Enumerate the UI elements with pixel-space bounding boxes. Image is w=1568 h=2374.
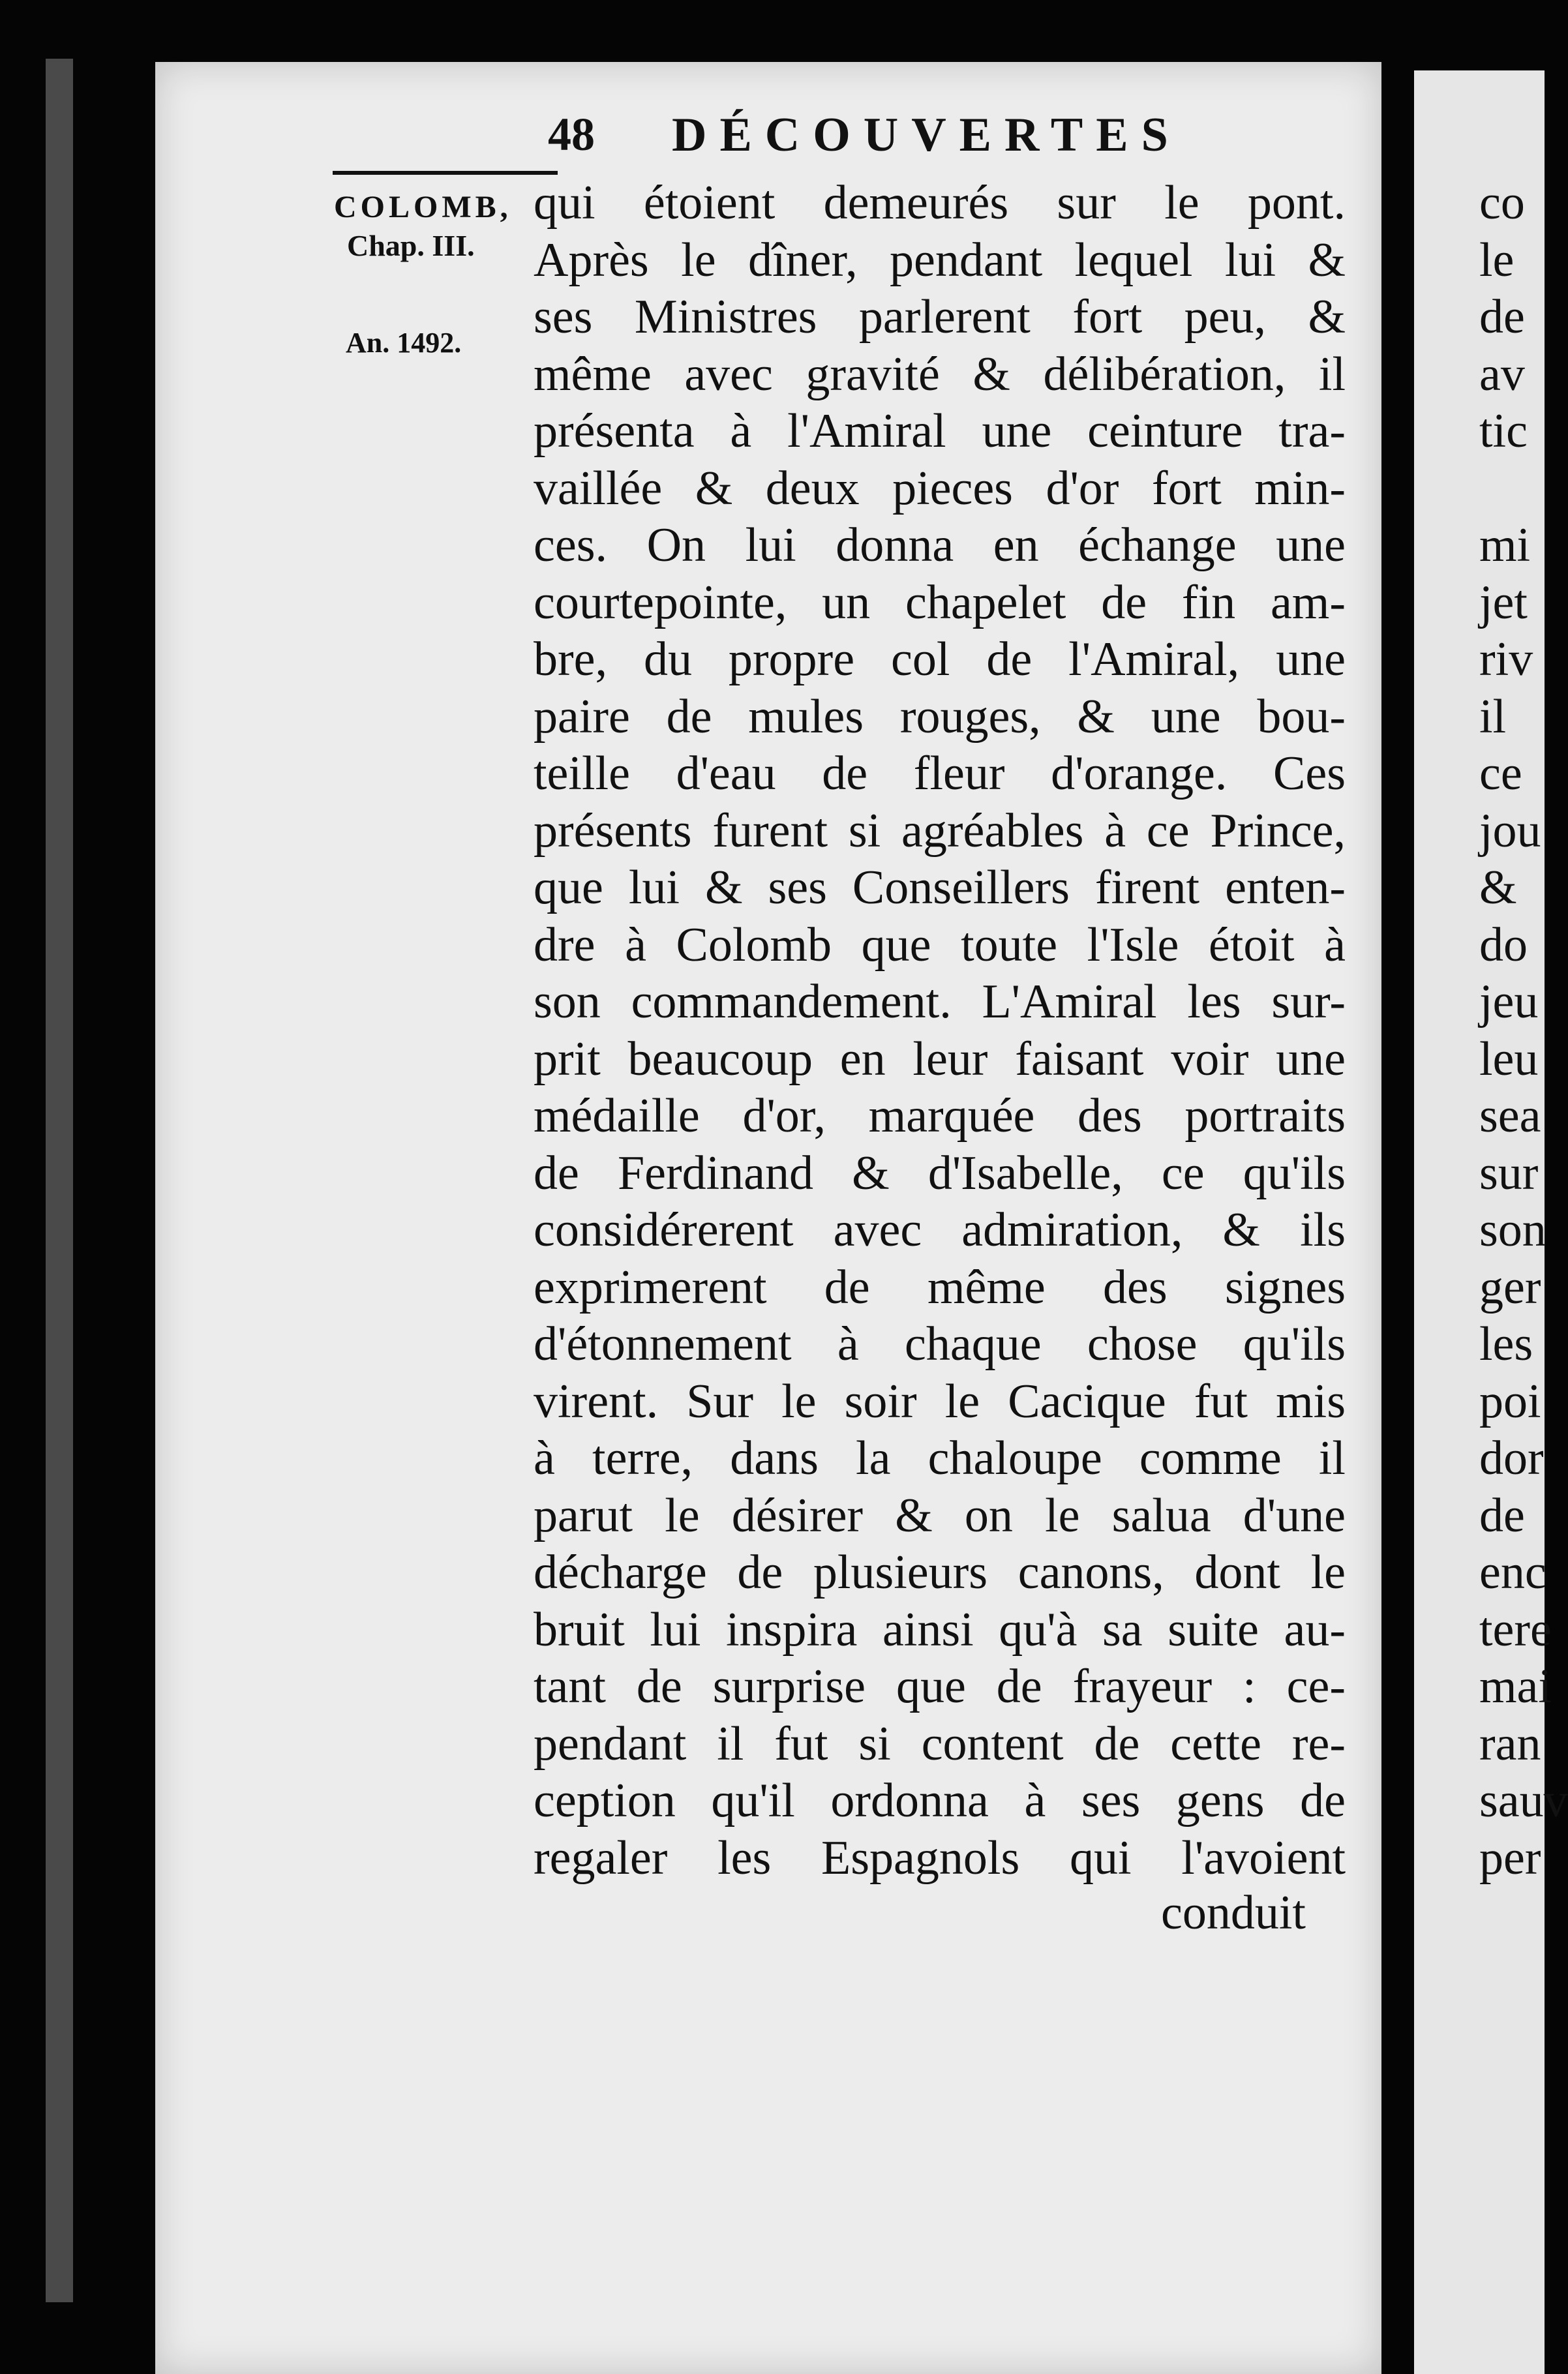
- facing-text-fragment: per: [1479, 1831, 1541, 1885]
- facing-text-fragment: tic: [1479, 404, 1528, 458]
- facing-text-fragment: [1479, 460, 1568, 518]
- catchword: conduit: [1161, 1886, 1306, 1940]
- running-title: DÉCOUVERTES: [672, 108, 1181, 162]
- text-line: parut le désirer & on le salua d'une: [534, 1488, 1346, 1542]
- facing-text-fragment: dor: [1479, 1432, 1544, 1485]
- text-line: paire de mules rouges, & une bou-: [534, 689, 1346, 744]
- facing-text-fragment: enc: [1479, 1546, 1546, 1599]
- facing-text-fragment: leu: [1479, 1032, 1539, 1086]
- text-line: courtepointe, un chapelet de fin am-: [534, 575, 1346, 629]
- facing-text-fragment: il: [1479, 689, 1507, 744]
- facing-text-fragment: mai: [1479, 1660, 1552, 1713]
- margin-rule: [333, 171, 558, 175]
- binding-edge: [46, 59, 73, 2302]
- text-line: tant de surprise que de frayeur : ce-: [534, 1660, 1346, 1713]
- margin-note-year: An. 1492.: [346, 327, 462, 359]
- page-header: [548, 108, 1233, 173]
- facing-text-fragment: mi: [1479, 518, 1531, 572]
- text-line: décharge de plusieurs canons, dont le: [534, 1546, 1346, 1599]
- text-line: bruit lui inspira ainsi qu'à sa suite au-: [534, 1602, 1346, 1657]
- facing-text-fragment: son: [1479, 1203, 1546, 1257]
- text-line: d'étonnement à chaque chose qu'ils: [534, 1317, 1346, 1371]
- facing-page-text: [1479, 175, 1568, 1887]
- text-line: de Ferdinand & d'Isabelle, ce qu'ils: [534, 1146, 1346, 1200]
- text-line: pendant il fut si content de cette re-: [534, 1717, 1346, 1771]
- facing-text-fragment: ce: [1479, 747, 1522, 800]
- margin-note-author: COLOMB,: [334, 190, 512, 224]
- facing-text-fragment: les: [1479, 1317, 1533, 1371]
- text-line: Après le dîner, pendant lequel lui &: [534, 233, 1346, 287]
- text-line: même avec gravité & délibération, il: [534, 347, 1346, 401]
- facing-text-fragment: do: [1479, 918, 1528, 972]
- facing-text-fragment: sea: [1479, 1089, 1541, 1143]
- text-line: qui étoient demeurés sur le pont.: [534, 176, 1346, 230]
- text-line: ception qu'il ordonna à ses gens de: [534, 1774, 1346, 1827]
- page-number: 48: [548, 108, 595, 160]
- facing-text-fragment: poi: [1479, 1374, 1541, 1428]
- facing-text-fragment: riv: [1479, 633, 1533, 686]
- text-line: vaillée & deux pieces d'or fort min-: [534, 461, 1346, 515]
- facing-text-fragment: sur: [1479, 1146, 1539, 1200]
- facing-text-fragment: ger: [1479, 1260, 1541, 1314]
- facing-text-fragment: jou: [1479, 804, 1541, 858]
- text-line: regaler les Espagnols qui l'avoient: [534, 1831, 1346, 1885]
- facing-text-fragment: jet: [1479, 575, 1528, 629]
- text-line: ses Ministres parlerent fort peu, &: [534, 290, 1346, 344]
- text-line: exprimerent de même des signes: [534, 1260, 1346, 1314]
- text-line: son commandement. L'Amiral les sur-: [534, 975, 1346, 1029]
- text-line: dre à Colomb que toute l'Isle étoit à: [534, 918, 1346, 972]
- facing-text-fragment: jeu: [1479, 975, 1539, 1029]
- facing-text-fragment: le: [1479, 233, 1515, 287]
- text-line: virent. Sur le soir le Cacique fut mis: [534, 1374, 1346, 1428]
- text-line: bre, du propre col de l'Amiral, une: [534, 633, 1346, 686]
- text-line: présenta à l'Amiral une ceinture tra-: [534, 404, 1346, 458]
- text-line: médaille d'or, marquée des portraits: [534, 1089, 1346, 1143]
- facing-text-fragment: co: [1479, 176, 1525, 230]
- text-line: prit beaucoup en leur faisant voir une: [534, 1032, 1346, 1086]
- text-line: considérerent avec admiration, & ils: [534, 1203, 1346, 1257]
- text-line: que lui & ses Conseillers firent enten-: [534, 861, 1346, 914]
- facing-text-fragment: &: [1479, 861, 1517, 914]
- facing-text-fragment: av: [1479, 347, 1525, 401]
- margin-note-chapter: Chap. III.: [347, 229, 475, 262]
- facing-text-fragment: de: [1479, 290, 1525, 344]
- facing-text-fragment: de: [1479, 1488, 1525, 1542]
- facing-text-fragment: ran: [1479, 1717, 1541, 1771]
- text-line: présents furent si agréables à ce Prince,: [534, 804, 1346, 858]
- facing-text-fragment: tere: [1479, 1602, 1552, 1657]
- body-text: [534, 175, 1346, 1887]
- text-line: ces. On lui donna en échange une: [534, 518, 1346, 572]
- facing-text-fragment: sauv: [1479, 1774, 1568, 1827]
- text-line: teille d'eau de fleur d'orange. Ces: [534, 747, 1346, 800]
- text-line: à terre, dans la chaloupe comme il: [534, 1432, 1346, 1485]
